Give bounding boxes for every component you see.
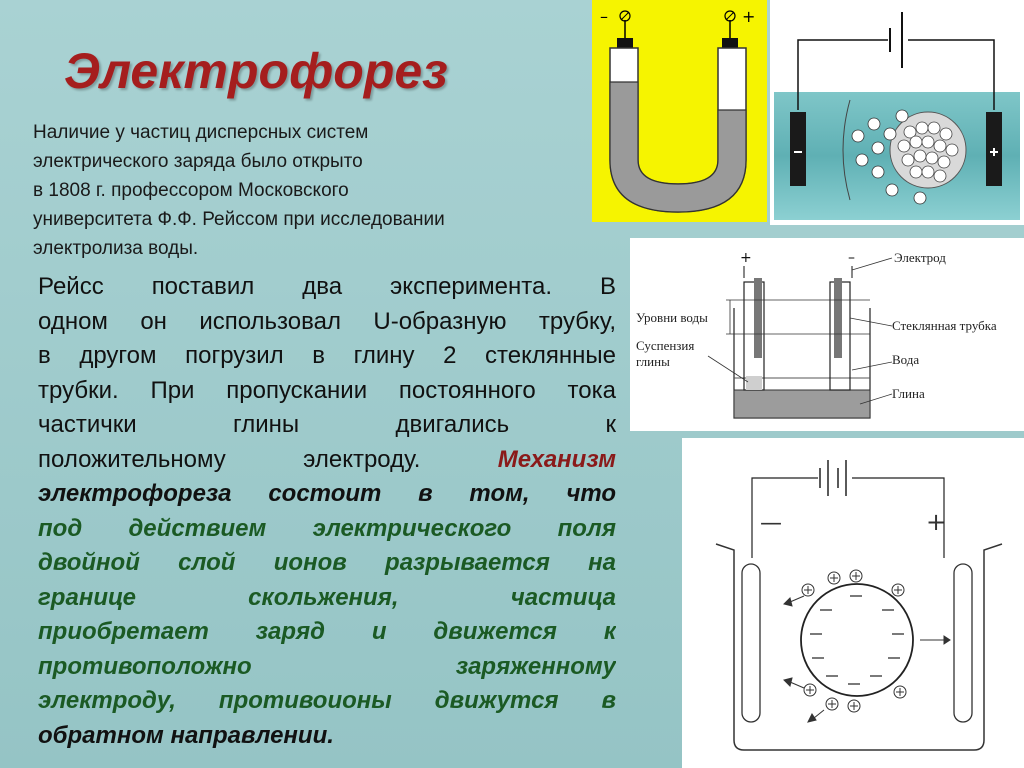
u-tube-figure xyxy=(592,0,767,222)
main-line: трубки. При пропускании постоянного тока xyxy=(38,376,616,404)
label-water: Вода xyxy=(892,352,920,367)
sphere-plus-label: + xyxy=(926,508,947,536)
mechanism-line: двойной слой ионов разрывается на xyxy=(38,549,616,576)
mechanism-line: под действием электрического поля xyxy=(38,514,616,542)
main-line: в другом погрузил в глину 2 стеклянные xyxy=(38,342,616,369)
main-paragraph xyxy=(38,270,616,753)
label-glass-tube: Стеклянная трубка xyxy=(892,318,997,333)
mechanism-line: электрофореза состоит в том, что xyxy=(38,480,616,507)
label-water-levels: Уровни воды xyxy=(636,310,708,325)
intro-paragraph xyxy=(33,118,573,263)
label-electrode: Электрод xyxy=(894,250,946,265)
mechanism-line: приобретает заряд и движется к xyxy=(38,618,616,645)
sphere-minus-label: — xyxy=(760,511,782,536)
label-suspension: Суспензия xyxy=(636,338,695,353)
slide-title: Электрофорез xyxy=(64,43,448,99)
main-line: положительному электроду. xyxy=(38,445,421,473)
u-tube-plus-label: + xyxy=(742,7,756,26)
electrolysis-bath-figure xyxy=(770,0,1024,225)
mechanism-emphasis: Механизм xyxy=(497,445,616,473)
mechanism-line: противоположно заряженному xyxy=(38,652,616,680)
label-clay: Глина xyxy=(892,386,925,401)
main-line: частички глины двигались к xyxy=(38,411,616,438)
intro-line: в 1808 г. профессором Московского xyxy=(33,180,349,201)
main-line-mixed xyxy=(38,443,616,478)
u-tube-minus-label: – xyxy=(600,7,608,26)
intro-line: электролиза воды. xyxy=(33,238,199,259)
intro-line: Наличие у частиц дисперсных систем xyxy=(33,122,369,143)
label-suspension-2: глины xyxy=(636,354,670,369)
main-line: одном он использовал U-образную трубку, xyxy=(38,307,616,335)
intro-line: университета Ф.Ф. Рейссом при исследовании xyxy=(33,209,445,230)
mechanism-line: электроду, противоионы движутся в xyxy=(38,687,616,714)
mechanism-line: обратном направлении. xyxy=(38,721,334,749)
particle-in-field-figure xyxy=(682,438,1024,768)
intro-line: электрического заряда было открыто xyxy=(33,151,363,172)
main-line: Рейсс поставил два эксперимента. В xyxy=(38,273,616,300)
clay-plus-label: + xyxy=(740,250,752,266)
mechanism-line: границе скольжения, частица xyxy=(38,583,616,611)
clay-minus-label: – xyxy=(848,250,855,266)
clay-experiment-figure xyxy=(630,238,1024,431)
